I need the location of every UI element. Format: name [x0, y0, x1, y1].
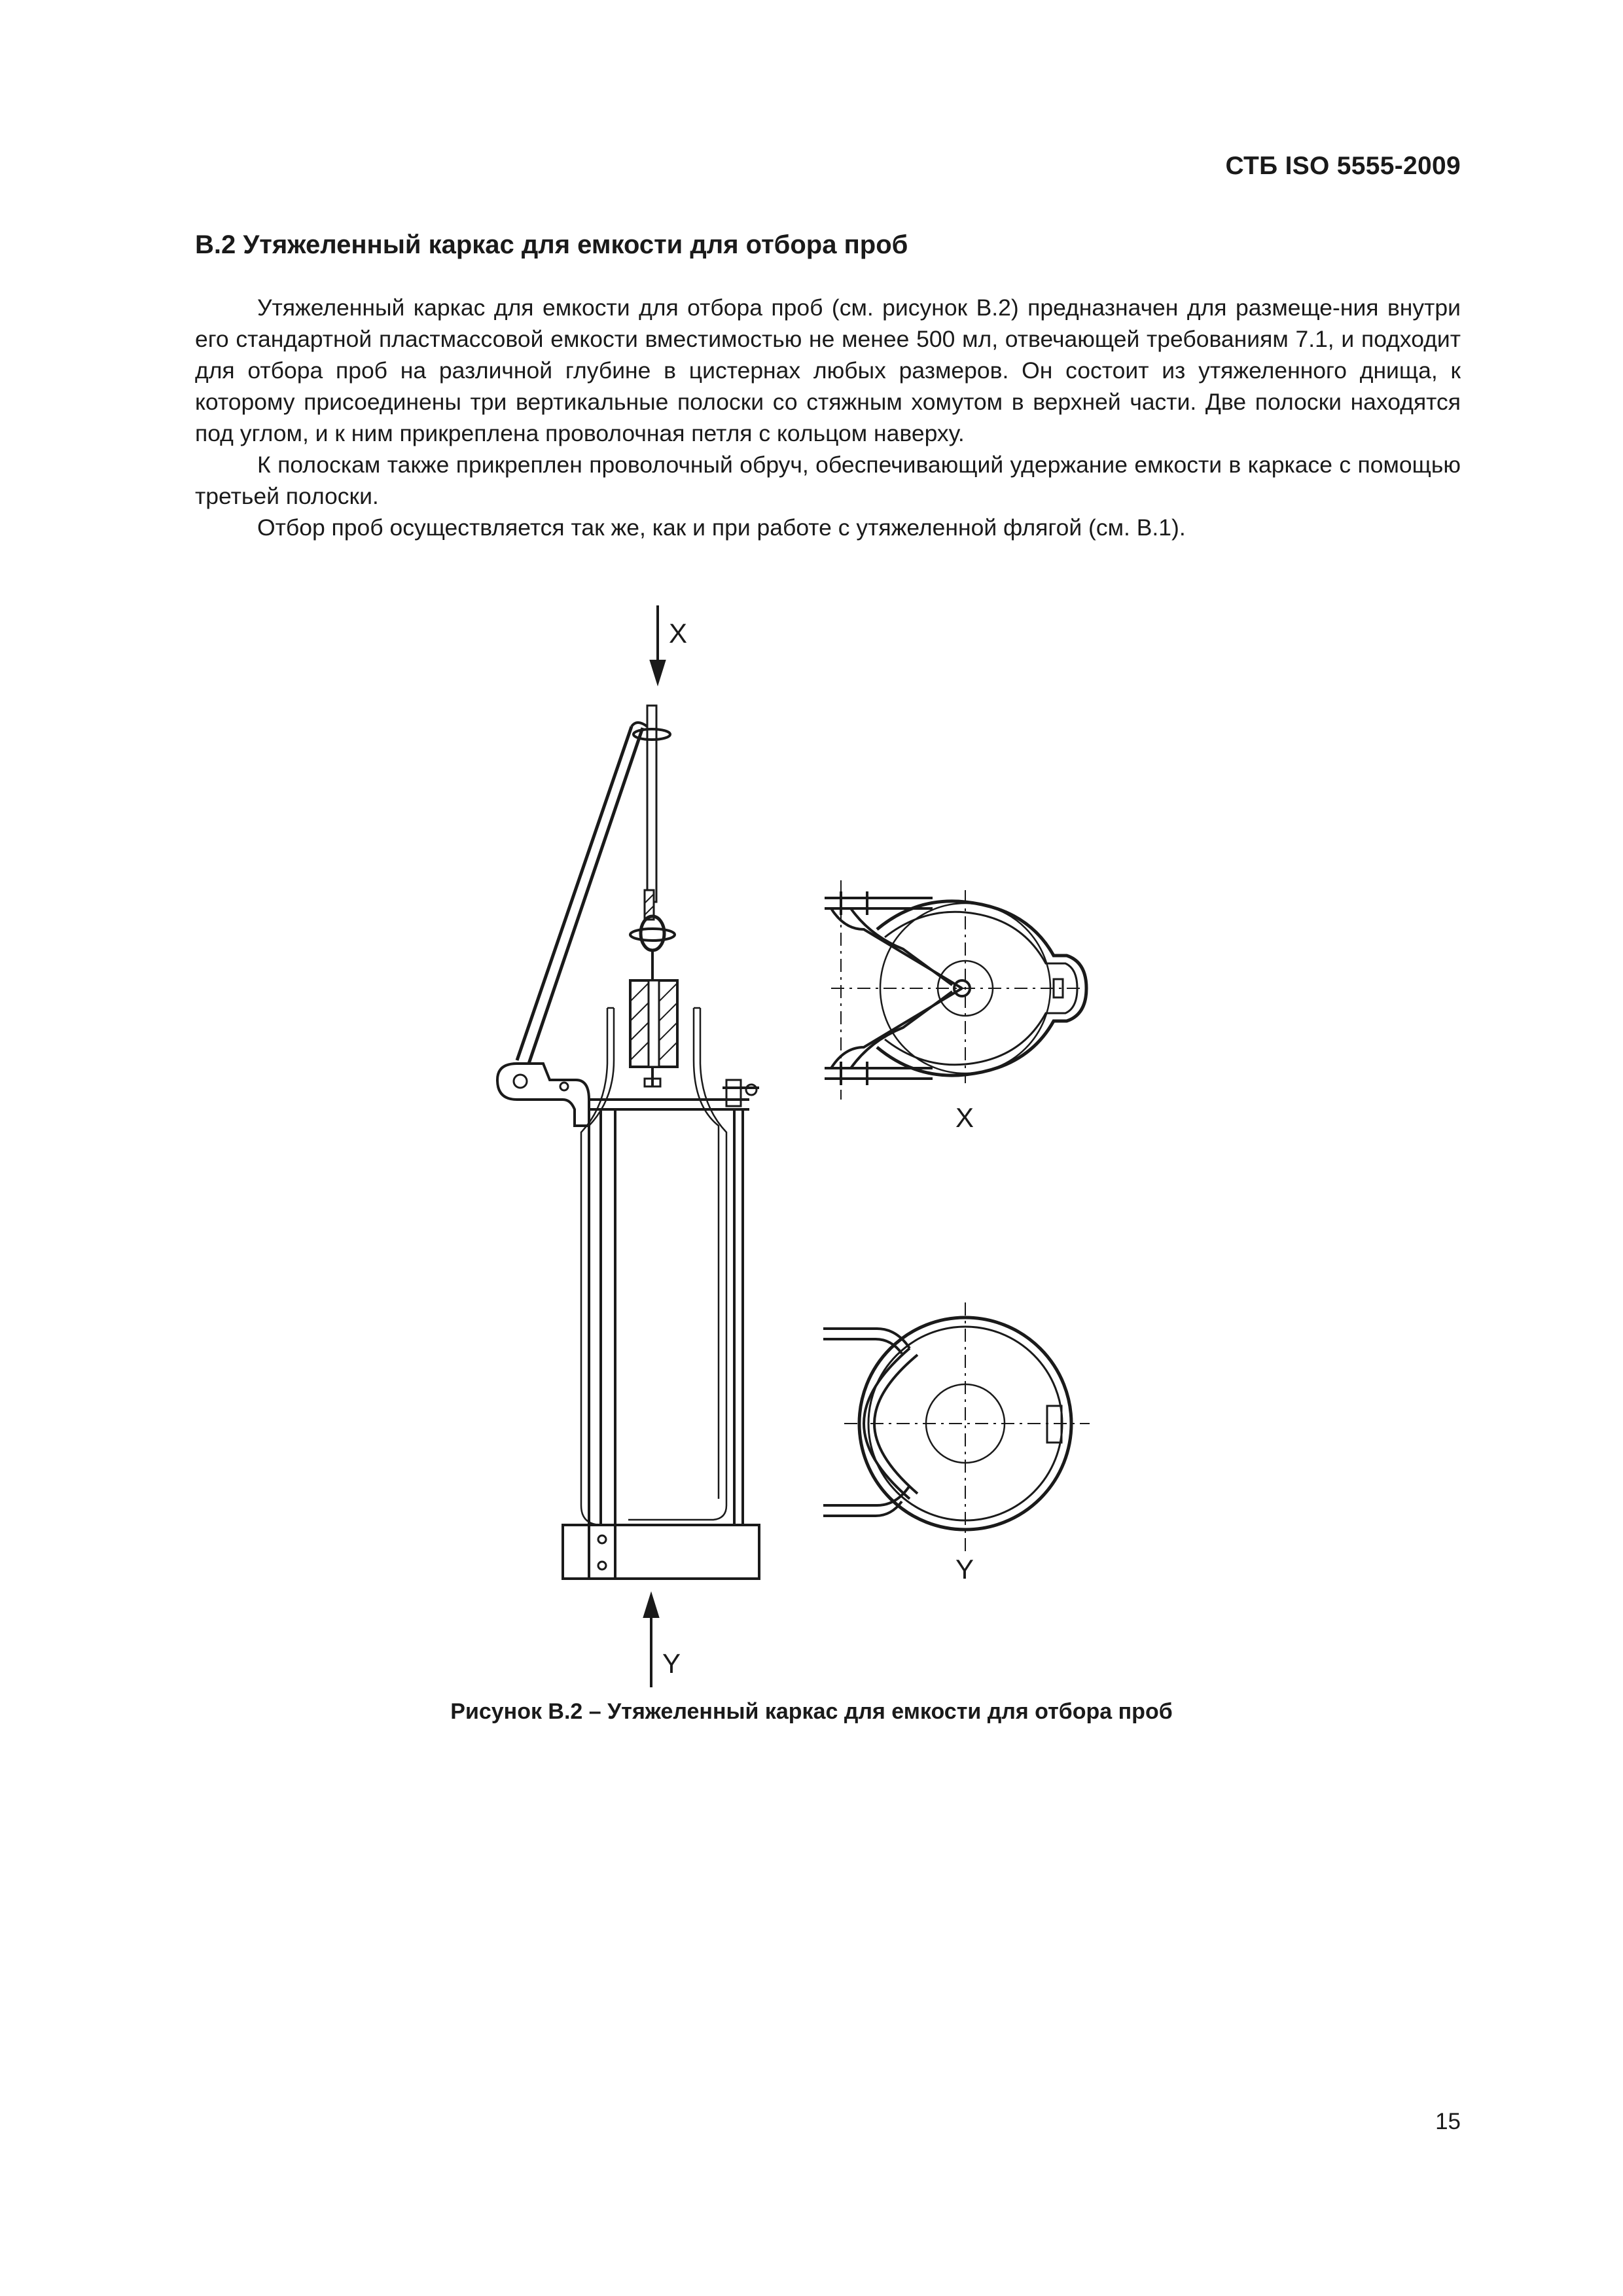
- standard-code: СТБ ISO 5555-2009: [1225, 152, 1461, 180]
- paragraph-2: К полоскам также прикреплен проволочный обруч, обеспечивающий удержание емкости в каркасе с помощью третьей полоски.: [195, 452, 1461, 509]
- view-y: [823, 1302, 1090, 1585]
- paragraph-3: Отбор проб осуществляется так же, как и при работе с утяжеленной флягой (см. B.1).: [257, 514, 1186, 541]
- page-number: 15: [1435, 2109, 1461, 2134]
- arrow-top-label: X: [669, 618, 688, 649]
- paragraph-1: Утяжеленный каркас для емкости для отбора проб (см. рисунок B.2) предназначен для размеще-ния внутри его стандартной пластмассовой емкости вместимостью не менее 500 мл, отвечающей требованиям 7.1, и подходит для отбора проб на различной глубине в цистернах любых размеров. Он состоит из утяжеленного днища, к которому присоединены три вертикальные полоски со стяжным хомутом в верхней части. Две полоски находятся под углом, и к ним прикреплена проволочная петля с кольцом наверху.: [195, 295, 1461, 446]
- view-x-label: X: [955, 1102, 974, 1133]
- arrow-bottom-label: Y: [662, 1648, 681, 1679]
- section-title: B.2 Утяжеленный каркас для емкости для отбора проб: [195, 230, 908, 259]
- figure-caption: Рисунок B.2 – Утяжеленный каркас для емкости для отбора проб: [450, 1699, 1173, 1724]
- side-view: [497, 605, 759, 1687]
- view-x: [825, 880, 1086, 1133]
- view-y-label: Y: [955, 1554, 974, 1585]
